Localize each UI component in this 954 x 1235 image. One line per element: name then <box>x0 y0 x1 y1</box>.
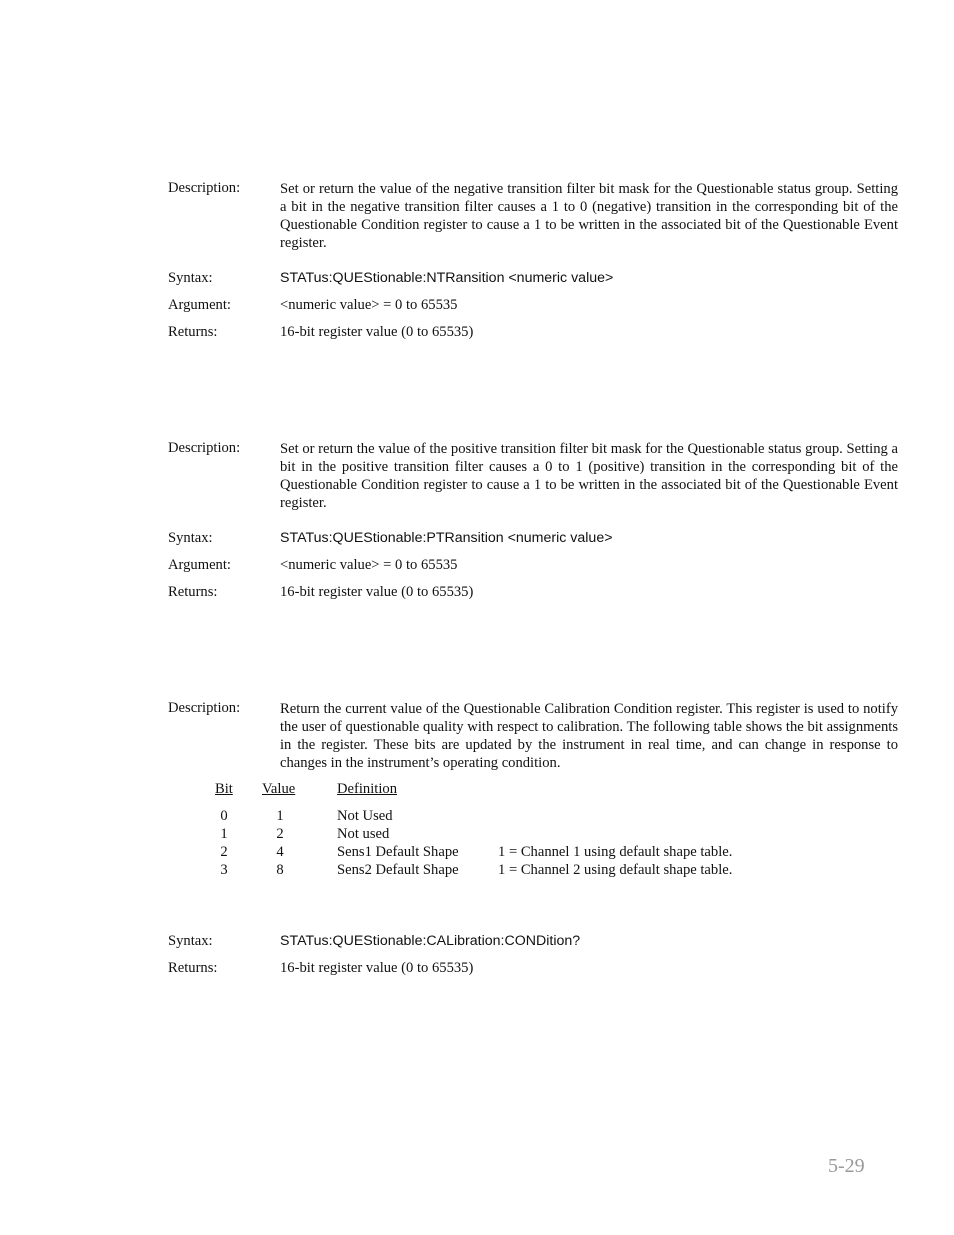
description-label: Description: <box>168 440 241 456</box>
page-number: 5-29 <box>828 1155 865 1177</box>
syntax-command: STATus:QUEStionable:PTRansition <numeric value> <box>280 530 613 546</box>
bit-cell: 3 <box>220 862 228 878</box>
bit-cell: 1 <box>220 826 228 842</box>
returns-label: Returns: <box>168 584 218 600</box>
value-cell: 2 <box>276 826 284 842</box>
value-cell: 8 <box>276 862 284 878</box>
returns-text: 16-bit register value (0 to 65535) <box>280 324 474 340</box>
syntax-command: STATus:QUEStionable:CALibration:CONDition? <box>280 933 581 949</box>
definition-cell: Sens1 Default Shape <box>337 844 459 860</box>
definition-cell: Not used <box>337 826 390 842</box>
bit-cell: 0 <box>220 808 228 824</box>
description-text: Set or return the value of the negative transition filter bit mask for the Questionable status group. Setting a bit in the negative transition filter causes a 1 to 0 (negative) transition in the corresponding bit of the Questionable Condition register to cause a 1 to be written in the associated bit of the Questionable Event register. <box>280 181 898 251</box>
argument-label: Argument: <box>168 557 231 573</box>
argument-text: <numeric value> = 0 to 65535 <box>280 557 458 573</box>
syntax-label: Syntax: <box>168 933 213 949</box>
value-cell: 1 <box>276 808 284 824</box>
bit-header: Bit <box>215 781 233 797</box>
syntax-command: STATus:QUEStionable:NTRansition <numeric value> <box>280 270 614 286</box>
note-cell: 1 = Channel 1 using default shape table. <box>498 844 733 860</box>
description-label: Description: <box>168 180 241 196</box>
returns-text: 16-bit register value (0 to 65535) <box>280 960 474 976</box>
definition-header: Definition <box>337 781 397 797</box>
argument-label: Argument: <box>168 297 231 313</box>
definition-cell: Not Used <box>337 808 393 824</box>
definition-cell: Sens2 Default Shape <box>337 862 459 878</box>
returns-label: Returns: <box>168 324 218 340</box>
bit-cell: 2 <box>220 844 228 860</box>
value-header: Value <box>262 781 296 797</box>
note-cell: 1 = Channel 2 using default shape table. <box>498 862 733 878</box>
argument-text: <numeric value> = 0 to 65535 <box>280 297 458 313</box>
syntax-label: Syntax: <box>168 530 213 546</box>
description-label: Description: <box>168 700 241 716</box>
syntax-label: Syntax: <box>168 270 213 286</box>
description-text: Set or return the value of the positive transition filter bit mask for the Questionable status group. Setting a bit in the positive transition filter causes a 0 to 1 (positive) transition in the corresponding bit of the Questionable Condition register to cause a 1 to be written in the associated bit of the Questionable Event register. <box>280 441 898 511</box>
value-cell: 4 <box>276 844 284 860</box>
returns-text: 16-bit register value (0 to 65535) <box>280 584 474 600</box>
description-text: Return the current value of the Questionable Calibration Condition register. This register is used to notify the user of questionable quality with respect to calibration. The following table shows the bit assignments in the register. These bits are updated by the instrument in real time, and can change in response to changes in the instrument’s operating condition. <box>280 701 898 771</box>
returns-label: Returns: <box>168 960 218 976</box>
